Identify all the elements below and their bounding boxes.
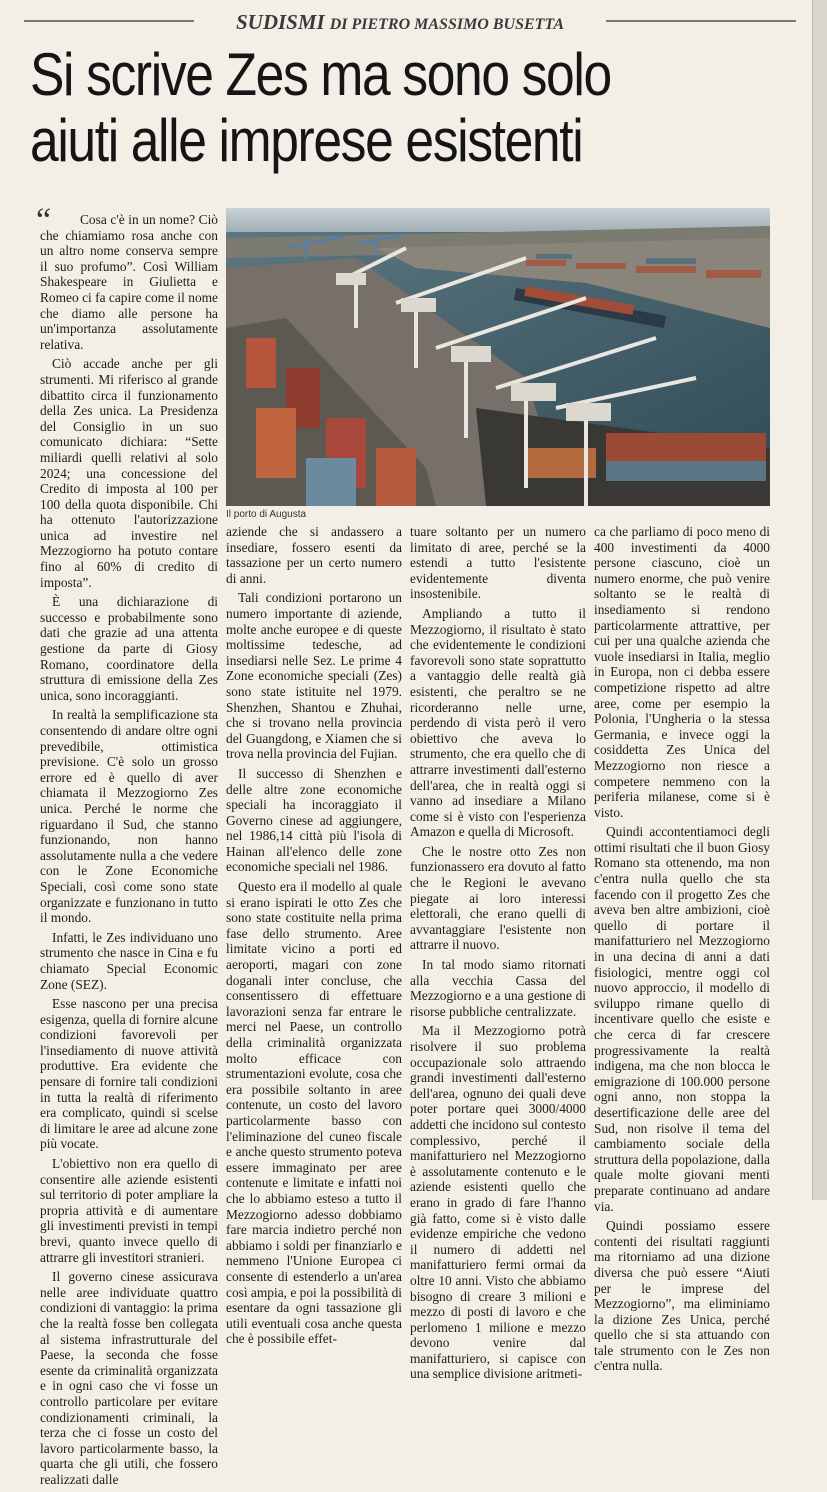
paragraph: Esse nascono per una precisa esigenza, quella di fornire alcune condizioni favorevoli per l'insediamento di nuove attività produttive. Era evidente che pensare di fornire tali condizioni in tutta la realtà di riferimento era complicato, quindi si scelse di limitare le aree ad alcune zone più vocate.	[40, 996, 218, 1152]
paragraph: Cosa c'è in un nome? Ciò che chiamiamo rosa anche con un altro nome conserva sempre il suo profumo”. Così William Shakespeare in Giulietta e Romeo ci fa capire come il nome che diamo alle persone ha un'importanza assolutamente relativa.	[40, 212, 218, 352]
photo-caption: Il porto di Augusta	[226, 509, 307, 520]
paragraph: Ma il Mezzogiorno potrà risolvere il suo problema occupazionale solo attraendo grandi investimenti dall'esterno dell'area, ognuno dei quali deve poter portare quei 3000/4000 addetti che incidono sul contesto complessivo, perché il manifatturiero nel Mezzogiorno è assolutamente contenuto e le aziende esistenti quello che erano in grado di fare l'hanno già fatto, come si è visto dalle evidenze empiriche che vedono il numero di addetti nel manifatturiero fermi ormai da oltre 10 anni. Visto che abbiamo bisogno di creare 3 milioni e mezzo di posti di lavoro e che perlomeno 1 milione e mezzo devono venire dal manifatturiero, si capisce con una semplice divisione aritmeti-	[410, 1023, 586, 1382]
paragraph: In tal modo siamo ritornati alla vecchia Cassa del Mezzogiorno e a una gestione di risorse pubbliche centralizzate.	[410, 957, 586, 1019]
paragraph: Questo era il modello al quale si erano ispirati le otto Zes che sono state costituite nella prima fase dello strumento. Aree limitate vicino a porti ed aeroporti, magari con zone doganali inter concluse, che consentissero di effettuare lavorazioni senza far entrare le merci nel Paese, un controllo della criminalità organizzata molto efficace con strumentazioni evolute, cosa che era possibile soltanto in aree contenute, un costo del lavoro particolarmente basso con l'eliminazione del cuneo fiscale e anche questo strumento poteva essere immaginato per aree contenute e limitate e infatti noi che lo abbiamo esteso a tutto il Mezzogiorno adesso dobbiamo fare marcia indietro perché non abbiamo i soldi per finanziarlo e nemmeno l'Unione Europea ci consente di estenderlo a un'area così ampia, e poi la possibilità di esentare da ogni tassazione gli utili eventuali cosa anche questa che è possibile effet-	[226, 879, 402, 1347]
paragraph: Il successo di Shenzhen e delle altre zone economiche speciali ha incoraggiato il Governo cinese ad aggiungere, nel 1986,14 città più l'isola di Hainan all'elenco delle zone economiche speciali nel 1986.	[226, 765, 402, 875]
headline-line-2: aiuti alle imprese esistenti	[30, 107, 583, 174]
quote-mark-icon: “	[36, 202, 52, 239]
paragraph: Ampliando a tutto il Mezzogiorno, il risultato è stato che evidentemente le condizioni favorevoli sono state soprattutto a vantaggio delle realtà già esistenti, che peraltro se ne ricorderanno nelle urne, perdendo di vista però il vero obiettivo che aveva lo strumento, che era quello che di attrarre investimenti dall'esterno dell'area, che in realtà oggi si vanno ad insediare a Milano come si è visto con l'esperienza Amazon e quella di Microsoft.	[410, 605, 586, 840]
paragraph: Il governo cinese assicurava nelle aree individuate quattro condizioni di vantaggio: la prima che la realtà fosse ben collegata al sistema infrastrutturale del Paese, la seconda che fosse esente da criminalità organizzata e in ogni caso che vi fosse un controllo particolare per evitare condizionamenti criminali, la terza che ci fosse un costo del lavoro particolarmente basso, la quarta che gli utili, che fossero realizzati dalle	[40, 1269, 218, 1487]
headline	[30, 42, 684, 174]
paragraph: Tali condizioni portarono un numero importante di aziende, molte anche europee e di queste moltissime tedesche, ad insediarsi nelle Sez. Le prime 4 Zone economiche speciali (Zes) sono state istituite nel 1979. Shenzhen, Shantou e Zhuhai, che si trovano nella provincia del Guangdong, e Xiamen che si trova nella provincia del Fujian.	[226, 590, 402, 762]
paragraph: In realtà la semplificazione sta consentendo di andare oltre ogni prevedibile, ottimistica previsione. C'è solo un grosso errore ed è quello di aver chiamata il Mezzogiorno Zes unica. Perché le norme che riguardano il Sud, che stanno funzionando, non hanno assolutamente nulla a che vedere con le Zone Economiche Speciali, così come sono state organizzate e funzionano in tutto il mondo.	[40, 707, 218, 926]
rubric-rule-right	[606, 20, 796, 22]
rubric-byline: DI PIETRO MASSIMO BUSETTA	[329, 16, 564, 33]
rubric-section: SUDISMI	[235, 10, 325, 34]
paragraph: Infatti, le Zes individuano uno strumento che nasce in Cina e fu chiamato Special Economic Zone (SEZ).	[40, 929, 218, 992]
paragraph: Quindi accontentiamoci degli ottimi risultati che il buon Giosy Romano sta ottenendo, ma non c'entra nulla quello che sta facendo con il progetto Zes che aveva ben altre ambizioni, cioè quello di portare il manifatturiero nel Mezzogiorno in una decina di anni a dati fisiologici, mentre oggi col nuovo approccio, il modello di sviluppo rimane quello di incentivare quello che esiste e che cerca di far crescere progressivamente la realtà indigena, ma che non blocca le emigrazione di 100.000 persone ogni anno, non stoppa la desertificazione delle aree del Sud, non risolve il tema del cambiamento sociale della struttura della popolazione, dalla quale molte giovani menti preparate continuano ad andare via.	[594, 824, 770, 1214]
paragraph: Quindi possiamo essere contenti dei risultati raggiunti ma ritorniamo ad una dizione diversa che può essere “Aiuti per le imprese del Mezzogiorno”, ma eliminiamo la dizione Zes Unica, perché quello che si sta attuando con tale strumento con le Zes non c'entra nulla.	[594, 1218, 770, 1374]
paragraph: L'obiettivo non era quello di consentire alle aziende esistenti sul territorio di poter ampliare la propria attività e di aumentare gli investimenti previsti in tempi brevi, quanto invece quello di attrarre gli investitori stranieri.	[40, 1156, 218, 1265]
paragraph: Che le nostre otto Zes non funzionassero era dovuto al fatto che le Regioni le avevano piegate ai loro interessi elettorali, che erano quelli di avvantaggiare l'esistente non attrarre il nuovo.	[410, 843, 586, 953]
port-illustration	[226, 208, 770, 506]
rubric-header	[190, 8, 610, 36]
rubric-rule-left	[24, 20, 194, 22]
article-column-4	[594, 524, 770, 1378]
paragraph: ca che parliamo di poco meno di 400 investimenti da 4000 persone ciascuno, cioè un numero enorme, che può venire soltanto se le realtà di insediamento si rendono particolarmente attrattive, per cui per una qualche azienda che vuole insediarsi in Italia, meglio in Europa, non ci debba essere competizione rispetto ad altre aree, come per esempio la Polonia, l'Ungheria o la stessa Germania, e invece oggi la cosiddetta Zes Unica del Mezzogiorno non riesce a competere nemmeno con la periferia milanese, come si è visto.	[594, 524, 770, 820]
paragraph: Ciò accade anche per gli strumenti. Mi riferisco al grande dibattito circa il funzionamento della Zes unica. La Presidenza del Consiglio in un suo comunicato dichiara: “Sette miliardi quelli relativi al solo 2024; una concessione del Credito di imposta al 100 per 100 della quota disponibile. Chi ha ottenuto l'autorizzazione unica ad investire nel Mezzogiorno ha potuto contare fino al 60% di credito di imposta”.	[40, 356, 218, 590]
article-column-1	[40, 212, 218, 1492]
paragraph: aziende che si andassero a insediare, fossero esenti da tassazione per un certo numero di anni.	[226, 524, 402, 586]
port-photo	[226, 208, 770, 506]
article-column-3	[410, 524, 586, 1386]
page-edge	[812, 0, 827, 1200]
article-column-2	[226, 524, 402, 1351]
headline-line-1: Si scrive Zes ma sono solo	[30, 41, 611, 108]
paragraph: tuare soltanto per un numero limitato di aree, perché se la estendi a tutto l'esistente evidentemente diventa insostenibile.	[410, 524, 586, 602]
paragraph: È una dichiarazione di successo e probabilmente sono dati che grazie ad una attenta gestione da parte di Giosy Romano, coordinatore della struttura di emissione della Zes unica, sono incoraggianti.	[40, 594, 218, 703]
